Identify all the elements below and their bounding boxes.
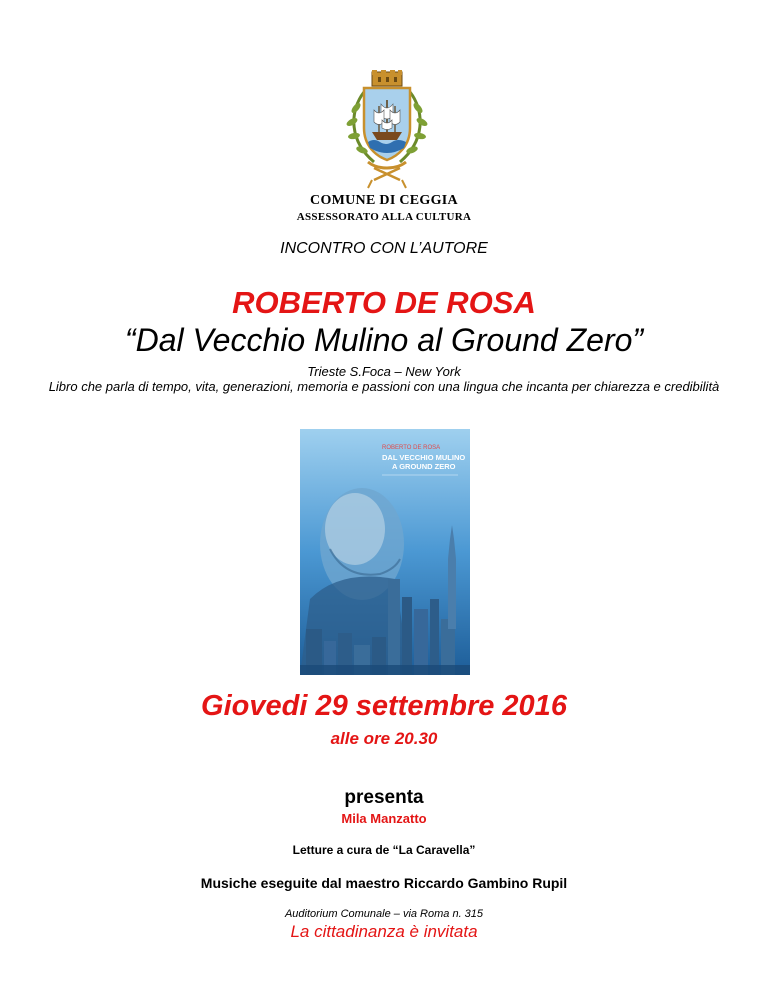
book-description-text: Libro che parla di tempo, vita, generazioni, memoria e passioni con una lingua che incanta per chiarezza e credibilità <box>48 379 720 394</box>
book-description <box>0 378 768 395</box>
music-credit: Musiche eseguite dal maestro Riccardo Gambino Rupil <box>200 875 568 891</box>
author-name: ROBERTO DE ROSA <box>232 285 536 320</box>
book-cover-image <box>300 429 470 675</box>
book-title: “Dal Vecchio Mulino al Ground Zero” <box>124 322 644 358</box>
event-venue: Auditorium Comunale – via Roma n. 315 <box>284 908 484 920</box>
cover-title-line2: A GROUND ZERO <box>392 462 456 471</box>
invitation-note: La cittadinanza è invitata <box>290 922 478 941</box>
event-date: Giovedi 29 settembre 2016 <box>201 690 567 722</box>
coat-of-arms-icon <box>334 70 440 194</box>
comune-name: COMUNE DI CEGGIA <box>310 193 458 208</box>
event-time: alle ore 20.30 <box>330 729 438 748</box>
assessorato-name: ASSESSORATO ALLA CULTURA <box>296 211 472 223</box>
book-subtitle: Trieste S.Foca – New York <box>307 364 461 379</box>
presenter-name: Mila Manzatto <box>341 811 427 826</box>
event-type-heading: INCONTRO CON L’AUTORE <box>280 240 488 257</box>
presenta-label: presenta <box>344 787 424 808</box>
readings-credit: Letture a cura de “La Caravella” <box>292 843 476 857</box>
cover-author: ROBERTO DE ROSA <box>382 445 441 451</box>
cover-title-line1: DAL VECCHIO MULINO <box>382 453 466 462</box>
